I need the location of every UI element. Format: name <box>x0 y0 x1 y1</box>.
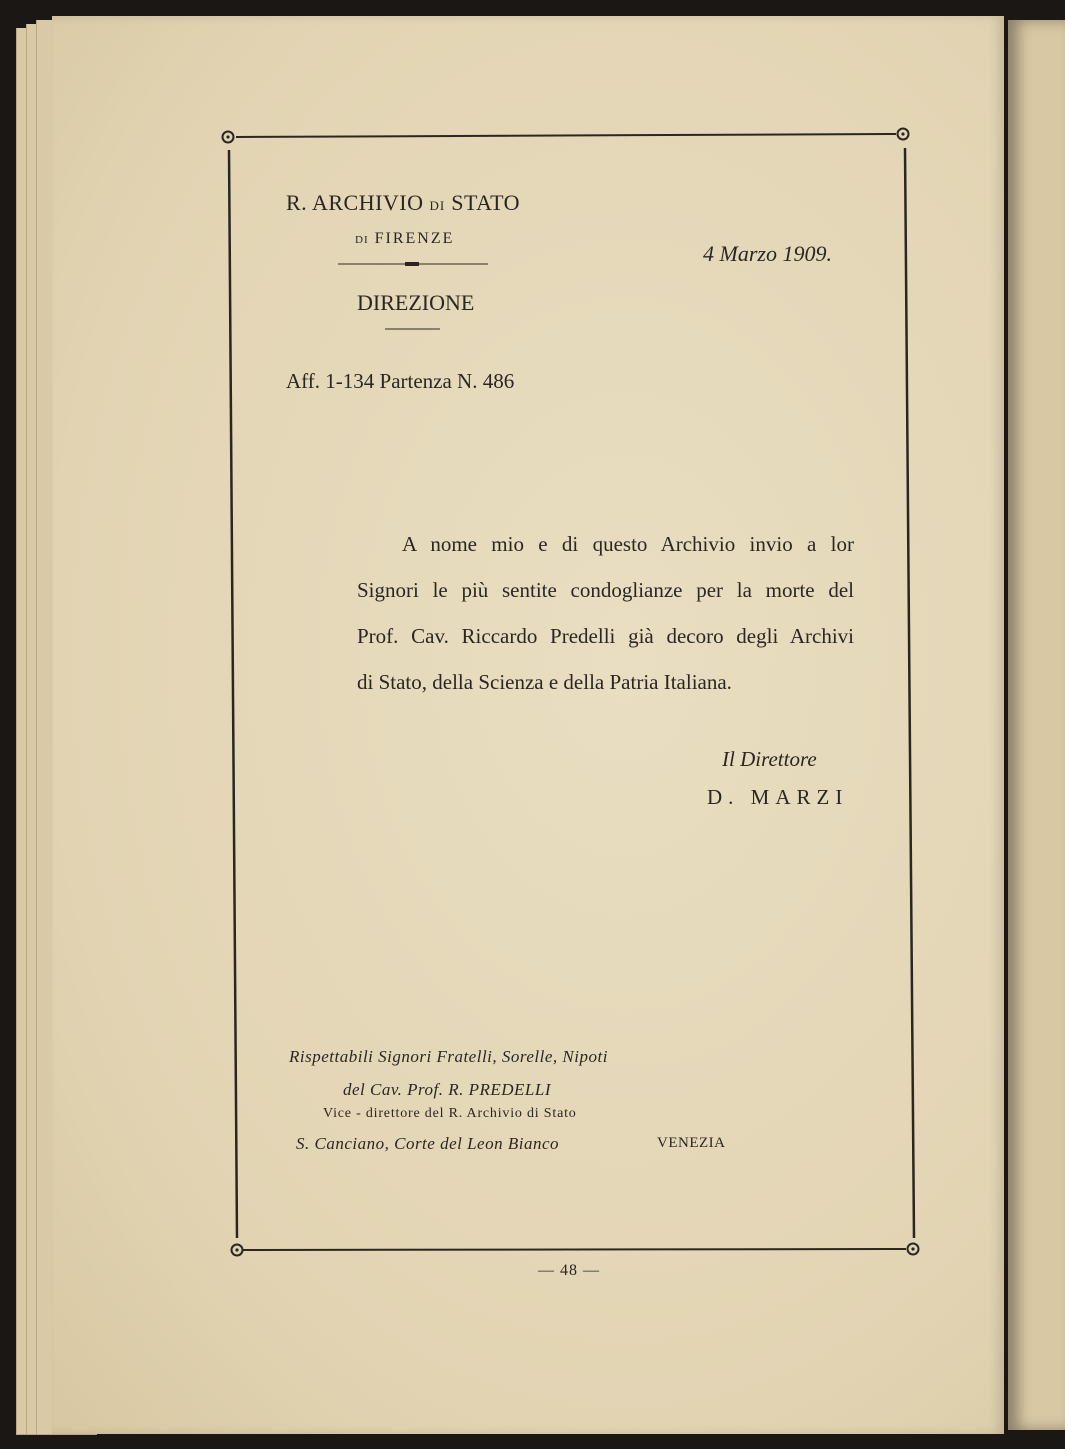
corner-ornament-icon <box>908 1244 919 1255</box>
body-line: di Stato, della Scienza e della Patria Italiana. <box>357 670 732 694</box>
addressee-street: S. Canciano, Corte del Leon Bianco <box>296 1134 560 1153</box>
corner-ornament-icon <box>223 132 234 143</box>
body-line: A nome mio e di questo Archivio invio a lor <box>402 532 854 556</box>
archive-name: R. ARCHIVIO DI STATO <box>286 190 521 215</box>
signature-name: D. MARZI <box>707 785 849 809</box>
addressee-line: del Cav. Prof. R. PREDELLI <box>343 1080 552 1099</box>
department-title: DIREZIONE <box>357 290 475 315</box>
letter-date: 4 Marzo 1909. <box>703 241 832 266</box>
letter-body <box>357 521 854 705</box>
reference-number: Aff. 1-134 Partenza N. 486 <box>286 369 515 393</box>
addressee-city: VENEZIA <box>657 1135 726 1151</box>
corner-ornament-icon <box>232 1245 243 1256</box>
addressee-line: Vice - direttore del R. Archivio di Stato <box>323 1106 577 1121</box>
archive-city: DI FIRENZE <box>355 230 455 247</box>
page-number: — 48 — <box>538 1262 600 1279</box>
body-line: Signori le più sentite condoglianze per la morte del <box>357 578 854 602</box>
signature-title: Il Direttore <box>722 747 817 771</box>
addressee-line: Rispettabili Signori Fratelli, Sorelle, Nipoti <box>289 1047 608 1066</box>
corner-ornament-icon <box>898 129 909 140</box>
letterhead-rule-mark <box>405 262 419 266</box>
body-line: Prof. Cav. Riccardo Predelli già decoro degli Archivi <box>357 624 854 648</box>
